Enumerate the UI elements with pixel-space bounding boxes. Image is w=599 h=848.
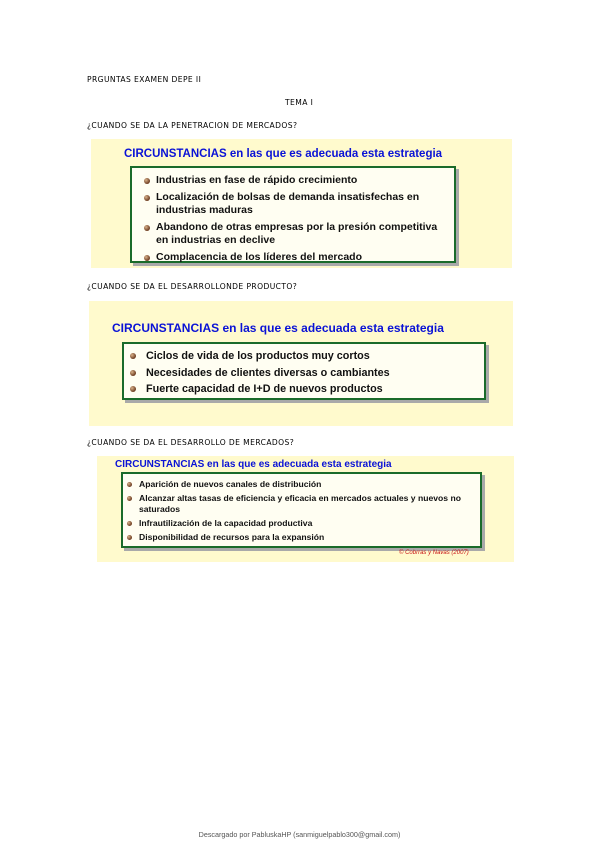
list-item	[144, 221, 450, 247]
circumstances-box-1	[130, 166, 456, 263]
list-item	[130, 365, 480, 382]
slide-panel-1	[91, 139, 512, 268]
bullet-icon	[127, 496, 132, 501]
slide-title-1: CIRCUNSTANCIAS en las que es adecuada esta estrategia	[124, 148, 443, 160]
slide-title-2: CIRCUNSTANCIAS en las que es adecuada esta estrategia	[112, 321, 444, 335]
list-item	[144, 191, 450, 217]
slide-panel-3	[97, 456, 514, 562]
bullet-icon	[130, 386, 136, 392]
bullet-icon	[130, 353, 136, 359]
list-item-text: Localización de bolsas de demanda insatisfechas en industrias maduras	[156, 191, 420, 216]
bullet-icon	[144, 178, 150, 184]
bullet-icon	[144, 195, 150, 201]
list-item	[127, 532, 476, 543]
list-item-text: Necesidades de clientes diversas o cambiantes	[146, 366, 390, 379]
slide-title-3: CIRCUNSTANCIAS en las que es adecuada esta estrategia	[115, 459, 392, 470]
bullet-icon	[127, 535, 132, 540]
list-item-text: Fuerte capacidad de I+D de nuevos productos	[146, 383, 383, 395]
list-item	[144, 251, 450, 264]
question-2: ¿CUANDO SE DA EL DESARROLLONDE PRODUCTO?	[87, 282, 298, 291]
list-item-text: Ciclos de vida de los productos muy cortos	[146, 350, 370, 362]
bullet-icon	[130, 370, 136, 376]
list-item-text: Complacencia de los líderes del mercado	[156, 251, 362, 263]
topic-label: TEMA I	[285, 98, 314, 107]
list-item-text: Aparición de nuevos canales de distribución	[139, 479, 322, 489]
list-item	[130, 381, 480, 398]
source-credit: © Cobrras y Navas (2007)	[399, 550, 469, 556]
download-footer: Descargado por PabluskaHP (sanmiguelpablo300@gmail.com)	[198, 830, 401, 839]
list-item	[127, 493, 476, 515]
circumstances-box-2	[122, 342, 486, 400]
list-item	[127, 479, 476, 490]
bullet-icon	[127, 482, 132, 487]
circumstances-box-3	[121, 472, 482, 548]
list-item	[127, 518, 476, 529]
question-3: ¿CUANDO SE DA EL DESARROLLO DE MERCADOS?	[87, 438, 295, 447]
list-item	[130, 348, 480, 365]
document-heading: PRGUNTAS EXAMEN DEPE II	[87, 75, 202, 84]
bullet-icon	[144, 255, 150, 261]
list-item-text: Abandono de otras empresas por la presión competitiva en industrias en declive	[156, 221, 438, 246]
bullet-icon	[144, 225, 150, 231]
list-item-text: Industrias en fase de rápido crecimiento	[156, 174, 358, 186]
list-item-text: Disponibilidad de recursos para la expansión	[139, 532, 325, 542]
list-item	[144, 174, 450, 187]
question-1: ¿CUANDO SE DA LA PENETRACION DE MERCADOS?	[87, 121, 298, 130]
bullet-icon	[127, 521, 132, 526]
list-item-text: Alcanzar altas tasas de eficiencia y eficacia en mercados actuales y nuevos no saturados	[139, 493, 461, 514]
slide-panel-2	[89, 301, 513, 426]
list-item-text: Infrautilización de la capacidad productiva	[139, 518, 313, 528]
